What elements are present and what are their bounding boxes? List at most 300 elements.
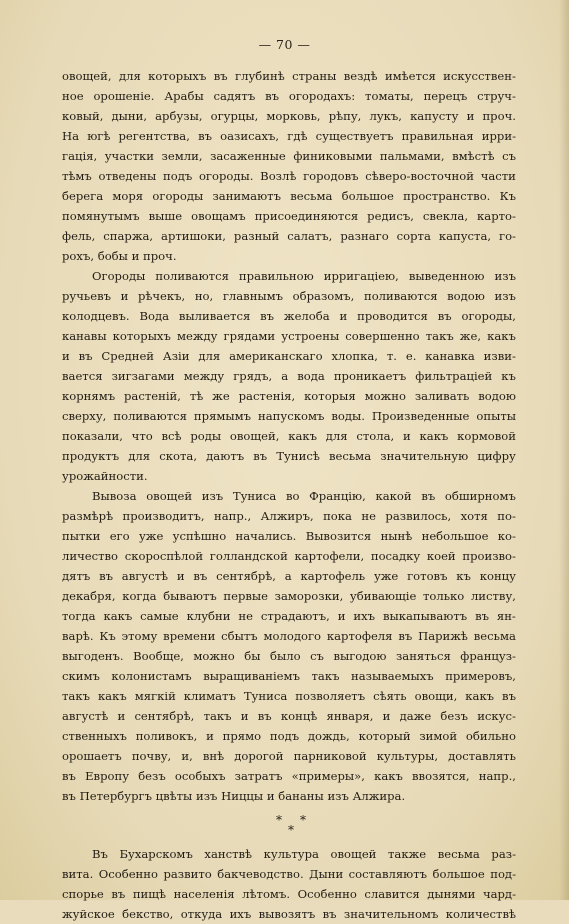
word: моря xyxy=(112,189,144,203)
word: ственныхъ xyxy=(62,729,127,743)
word: фильтраціей xyxy=(415,369,493,383)
word: овощи, xyxy=(414,689,458,703)
word: Дыни xyxy=(309,867,344,881)
word: количествѣ xyxy=(445,907,516,921)
separator-star: * xyxy=(300,813,306,827)
word: подъ xyxy=(269,729,300,743)
word: дынями xyxy=(427,887,476,901)
section-separator xyxy=(62,806,516,844)
word: показали, xyxy=(62,429,123,443)
word: бобы xyxy=(97,249,128,263)
word: первые xyxy=(223,589,269,603)
word: такъ xyxy=(425,329,454,343)
word: Ниццы xyxy=(221,789,264,803)
word: размѣрѣ xyxy=(62,509,114,523)
word: такъ xyxy=(203,709,232,723)
word: не xyxy=(361,509,376,523)
word: урожайности. xyxy=(62,469,148,483)
text-line xyxy=(62,126,516,146)
word: и xyxy=(120,289,129,303)
word: и xyxy=(62,349,70,363)
text-line xyxy=(62,466,516,486)
word: сбытъ xyxy=(221,629,258,643)
word: безъ xyxy=(440,709,468,723)
word: скимъ xyxy=(62,669,100,683)
word: капуста, xyxy=(438,229,492,243)
word: позволяетъ xyxy=(295,689,366,703)
text-line xyxy=(62,106,516,126)
word: помянутымъ xyxy=(62,209,140,223)
word: времени xyxy=(163,629,216,643)
word: къ xyxy=(501,369,516,383)
word: сѣять xyxy=(373,689,407,703)
word: также xyxy=(388,847,427,861)
word: ввозятся, xyxy=(412,769,470,783)
word: мягкій xyxy=(134,689,176,703)
word: внѣ xyxy=(202,749,225,763)
word: для xyxy=(128,449,151,463)
word: пока xyxy=(323,509,352,523)
word: корнямъ xyxy=(62,389,116,403)
word: во xyxy=(285,489,300,503)
word: и xyxy=(339,309,348,323)
word: ирригаціею, xyxy=(323,269,399,283)
paragraph-1 xyxy=(62,66,516,266)
word: въ xyxy=(322,907,337,921)
word: фель, xyxy=(62,229,96,243)
word: поливокъ, xyxy=(135,729,198,743)
word: чард- xyxy=(482,887,516,901)
word: января, xyxy=(326,709,374,723)
word: августѣ xyxy=(121,569,169,583)
word: спаржа, xyxy=(103,229,154,243)
word: пищѣ xyxy=(132,887,167,901)
text-line xyxy=(62,746,516,766)
word: рѣпу, xyxy=(328,109,362,123)
word: засаженные xyxy=(210,149,286,163)
word: нынѣ xyxy=(380,529,413,543)
word: е. xyxy=(405,349,417,363)
word: овощей, xyxy=(62,69,112,83)
word: водою xyxy=(447,289,485,303)
word: голландской xyxy=(209,549,288,563)
word: культуры, xyxy=(376,749,439,763)
word: го- xyxy=(499,229,516,243)
word: Вода xyxy=(139,309,170,323)
text-line xyxy=(62,206,516,226)
word: ковый, xyxy=(62,109,104,123)
text-line xyxy=(62,726,516,746)
paragraph-3 xyxy=(62,486,516,806)
word: югѣ xyxy=(87,129,111,143)
word: не xyxy=(238,609,253,623)
word: скороспѣлой xyxy=(124,549,204,563)
word: въ xyxy=(62,789,76,803)
word: какъ xyxy=(419,429,449,443)
page-number: — 70 — xyxy=(258,37,311,52)
word: ко- xyxy=(497,529,516,543)
word: изъ xyxy=(494,269,516,283)
word: регентства, xyxy=(118,129,190,143)
word: коей xyxy=(426,549,456,563)
word: занимаютъ xyxy=(212,189,281,203)
text-line xyxy=(62,884,516,904)
word: бекство, xyxy=(122,907,174,921)
word: струч- xyxy=(477,89,516,103)
word: въ xyxy=(111,887,126,901)
word: роды xyxy=(190,429,222,443)
text-line xyxy=(62,686,516,706)
word: прямо xyxy=(222,729,262,743)
text-line xyxy=(62,86,516,106)
word: хотя xyxy=(460,509,488,523)
word: морковь, xyxy=(266,109,321,123)
word: артишоки, xyxy=(161,229,226,243)
text-line xyxy=(62,346,516,366)
word: производитъ, xyxy=(122,509,205,523)
word: клубни xyxy=(186,609,231,623)
word: личество xyxy=(62,549,119,563)
word: дыни, xyxy=(111,109,148,123)
word: Арабы xyxy=(164,89,204,103)
word: бываютъ xyxy=(163,589,217,603)
word: парниковой xyxy=(293,749,367,763)
word: въ xyxy=(257,709,272,723)
text-line xyxy=(62,366,516,386)
word: пространство. xyxy=(403,189,491,203)
word: поливаются xyxy=(113,409,187,423)
word: карто- xyxy=(477,209,516,223)
word: скота, xyxy=(159,449,198,463)
word: и xyxy=(131,249,140,263)
word: перецъ xyxy=(423,89,468,103)
word: Туниса xyxy=(243,689,288,703)
word: для xyxy=(198,349,221,363)
word: гдѣ xyxy=(287,129,308,143)
word: опыты xyxy=(476,409,516,423)
text-line xyxy=(62,546,516,566)
word: грядами xyxy=(223,329,276,343)
word: поливаются xyxy=(155,269,229,283)
word: Петербургъ xyxy=(79,789,152,803)
word: сентябрѣ, xyxy=(216,569,276,583)
word: жуйское xyxy=(62,907,115,921)
word: между xyxy=(176,329,218,343)
text-line xyxy=(62,146,516,166)
word: прямымъ xyxy=(193,409,252,423)
word: ихъ xyxy=(353,609,376,623)
text-line xyxy=(62,506,516,526)
word: свекла, xyxy=(422,209,469,223)
word: овощей xyxy=(146,489,193,503)
word: канавы xyxy=(62,329,107,343)
word: тѣмъ xyxy=(62,169,92,183)
word: и xyxy=(337,609,346,623)
word: когда xyxy=(122,589,157,603)
word: растенія, xyxy=(238,389,296,403)
word: такъ xyxy=(311,669,340,683)
word: выливается xyxy=(178,309,251,323)
word: въ xyxy=(475,609,489,623)
word: обширномъ xyxy=(444,489,516,503)
word: въ xyxy=(213,69,228,83)
word: такъ xyxy=(62,689,90,703)
word: орошаетъ xyxy=(62,749,122,763)
word: колонистамъ xyxy=(111,669,192,683)
word: капусту xyxy=(410,109,459,123)
word: въ xyxy=(99,569,113,583)
word: какъ xyxy=(288,429,317,443)
word: глубинѣ xyxy=(235,69,285,83)
word: редисъ, xyxy=(367,209,414,223)
text-line xyxy=(62,306,516,326)
word: «примеры», xyxy=(291,769,365,783)
text-line xyxy=(62,706,516,726)
word: и xyxy=(240,709,249,723)
word: ханствѣ xyxy=(204,847,253,861)
word: Вывозится xyxy=(305,529,372,543)
word: изъ xyxy=(327,789,349,803)
word: спорье xyxy=(62,887,104,901)
word: лукъ, xyxy=(369,109,402,123)
word: садятъ xyxy=(213,89,256,103)
word: особыхъ xyxy=(174,769,226,783)
word: зигзагами xyxy=(111,369,175,383)
word: листву, xyxy=(470,589,516,603)
text-line xyxy=(62,626,516,646)
word: значительномъ xyxy=(343,907,439,921)
word: въ xyxy=(198,129,212,143)
word: огороды, xyxy=(461,309,516,323)
word: изви- xyxy=(483,349,516,363)
word: проводится xyxy=(357,309,428,323)
word: дождь, xyxy=(307,729,350,743)
word: культура xyxy=(263,847,319,861)
word: кормовой xyxy=(457,429,516,443)
word: между xyxy=(183,369,225,383)
word: которыя xyxy=(304,389,356,403)
text-line xyxy=(62,566,516,586)
word: доставлять xyxy=(448,749,516,763)
word: только xyxy=(422,589,465,603)
word: какъ xyxy=(465,689,495,703)
word: который xyxy=(358,729,411,743)
word: варѣ. xyxy=(62,629,94,643)
word: какъ xyxy=(487,329,516,343)
word: въ xyxy=(78,349,93,363)
word: дятъ xyxy=(62,569,91,583)
word: тогда xyxy=(62,609,96,623)
word: Бухарскомъ xyxy=(119,847,193,861)
word: августѣ xyxy=(62,709,109,723)
word: Особенно xyxy=(297,887,357,901)
word: можно xyxy=(364,389,406,403)
word: выше xyxy=(148,209,183,223)
word: и xyxy=(206,729,214,743)
word: главнымъ xyxy=(222,289,284,303)
text-line xyxy=(62,66,516,86)
word: огородахъ: xyxy=(288,89,356,103)
word: колодцевъ. xyxy=(62,309,130,323)
paragraph-2 xyxy=(62,266,516,486)
word: цифру xyxy=(477,449,516,463)
word: страны xyxy=(292,69,337,83)
word: весьма xyxy=(437,847,480,861)
word: для xyxy=(325,429,348,443)
word: климатъ xyxy=(183,689,236,703)
word: образомъ, xyxy=(292,289,355,303)
word: даже xyxy=(399,709,432,723)
text-line xyxy=(62,166,516,186)
word: въ xyxy=(437,309,452,323)
word: заливать xyxy=(414,389,470,403)
word: значительную xyxy=(380,449,469,463)
word: которыхъ xyxy=(148,69,207,83)
word: посадку xyxy=(370,549,421,563)
text-line xyxy=(62,246,516,266)
word: которыхъ xyxy=(112,329,171,343)
word: откуда xyxy=(180,907,223,921)
word: Къ xyxy=(499,189,516,203)
word: земли, xyxy=(161,149,203,163)
word: большое xyxy=(341,189,394,203)
word: развито xyxy=(163,867,212,881)
word: тѣ xyxy=(189,389,204,403)
word: Туниса xyxy=(232,489,277,503)
word: уже xyxy=(138,529,164,543)
text-line xyxy=(62,266,516,286)
word: зимой xyxy=(419,729,458,743)
word: по- xyxy=(497,509,516,523)
word: съ xyxy=(502,149,516,163)
word: Парижѣ xyxy=(418,629,468,643)
word: Произведенные xyxy=(371,409,470,423)
word: Огороды xyxy=(92,269,146,283)
word: рохъ, xyxy=(62,249,95,263)
word: вита. xyxy=(62,867,94,881)
word: его xyxy=(109,529,130,543)
word: вода xyxy=(297,369,325,383)
word: страдаютъ, xyxy=(260,609,330,623)
word: гація, xyxy=(62,149,98,163)
word: почву, xyxy=(131,749,172,763)
word: выгодою xyxy=(333,649,387,663)
word: самые xyxy=(140,609,179,623)
word: Вывоза xyxy=(92,489,137,503)
word: безъ xyxy=(138,769,166,783)
word: сентябрѣ, xyxy=(134,709,195,723)
text-line xyxy=(62,786,516,806)
word: огороды. xyxy=(198,169,254,183)
word: изъ xyxy=(195,789,218,803)
word: въ xyxy=(502,689,516,703)
word: и xyxy=(466,109,475,123)
word: изъ xyxy=(494,289,516,303)
word: въ xyxy=(253,449,268,463)
word: весьма xyxy=(290,189,333,203)
word: но, xyxy=(194,289,214,303)
word: На xyxy=(62,129,80,143)
word: финиковыми xyxy=(293,149,373,163)
word: раз- xyxy=(491,847,516,861)
word: американскаго xyxy=(229,349,323,363)
separator-star: * xyxy=(276,813,282,827)
word: существуетъ xyxy=(315,129,394,143)
word: проч. xyxy=(482,109,516,123)
word: Алжиръ, xyxy=(260,509,314,523)
text-line xyxy=(62,586,516,606)
word: произво- xyxy=(462,549,516,563)
word: картофель xyxy=(300,569,366,583)
word: пытки xyxy=(62,529,101,543)
word: картофели, xyxy=(294,549,365,563)
word: и, xyxy=(181,749,193,763)
word: овощей xyxy=(330,847,377,861)
word: искус- xyxy=(477,709,516,723)
word: уже xyxy=(373,569,399,583)
word: водою xyxy=(478,389,516,403)
text-line xyxy=(62,646,516,666)
word: въ xyxy=(421,489,436,503)
word: напр., xyxy=(214,509,252,523)
word: весьма xyxy=(328,449,372,463)
word: славится xyxy=(364,887,420,901)
word: ян- xyxy=(496,609,516,623)
word: имѣется xyxy=(384,69,436,83)
word: выкапываютъ xyxy=(382,609,468,623)
word: готовъ xyxy=(407,569,448,583)
word: грядъ, xyxy=(233,369,273,383)
word: концѣ xyxy=(280,709,318,723)
word: же, xyxy=(459,329,482,343)
word: поливаются xyxy=(363,289,438,303)
word: въ xyxy=(398,629,413,643)
word: участки xyxy=(104,149,154,163)
word: искусствен- xyxy=(443,69,516,83)
separator-star: * xyxy=(288,823,294,837)
word: Вообще, xyxy=(133,649,184,663)
word: бананы xyxy=(278,789,324,803)
paragraph-4 xyxy=(62,844,516,924)
text-line xyxy=(62,286,516,306)
text-line xyxy=(62,844,516,864)
text-line xyxy=(62,904,516,924)
word: дорогой xyxy=(234,749,284,763)
word: орошеніе. xyxy=(93,89,155,103)
word: присоединяются xyxy=(254,209,359,223)
word: можно xyxy=(193,649,235,663)
word: развилось, xyxy=(385,509,452,523)
text-line xyxy=(62,766,516,786)
word: успѣшно xyxy=(172,529,227,543)
word: совершенно xyxy=(345,329,420,343)
text-line xyxy=(62,226,516,246)
word: части xyxy=(480,169,516,183)
word: къ xyxy=(456,569,471,583)
text-line xyxy=(62,864,516,884)
word: стола, xyxy=(356,429,395,443)
word: огурцы, xyxy=(210,109,259,123)
word: Азіи xyxy=(162,349,190,363)
word: Возлѣ xyxy=(260,169,297,183)
word: подъ xyxy=(163,169,193,183)
word: и xyxy=(266,789,275,803)
word: цвѣты xyxy=(155,789,193,803)
text-line xyxy=(62,326,516,346)
word: томаты, xyxy=(365,89,414,103)
word: устроены xyxy=(281,329,340,343)
word: лѣтомъ. xyxy=(242,887,291,901)
